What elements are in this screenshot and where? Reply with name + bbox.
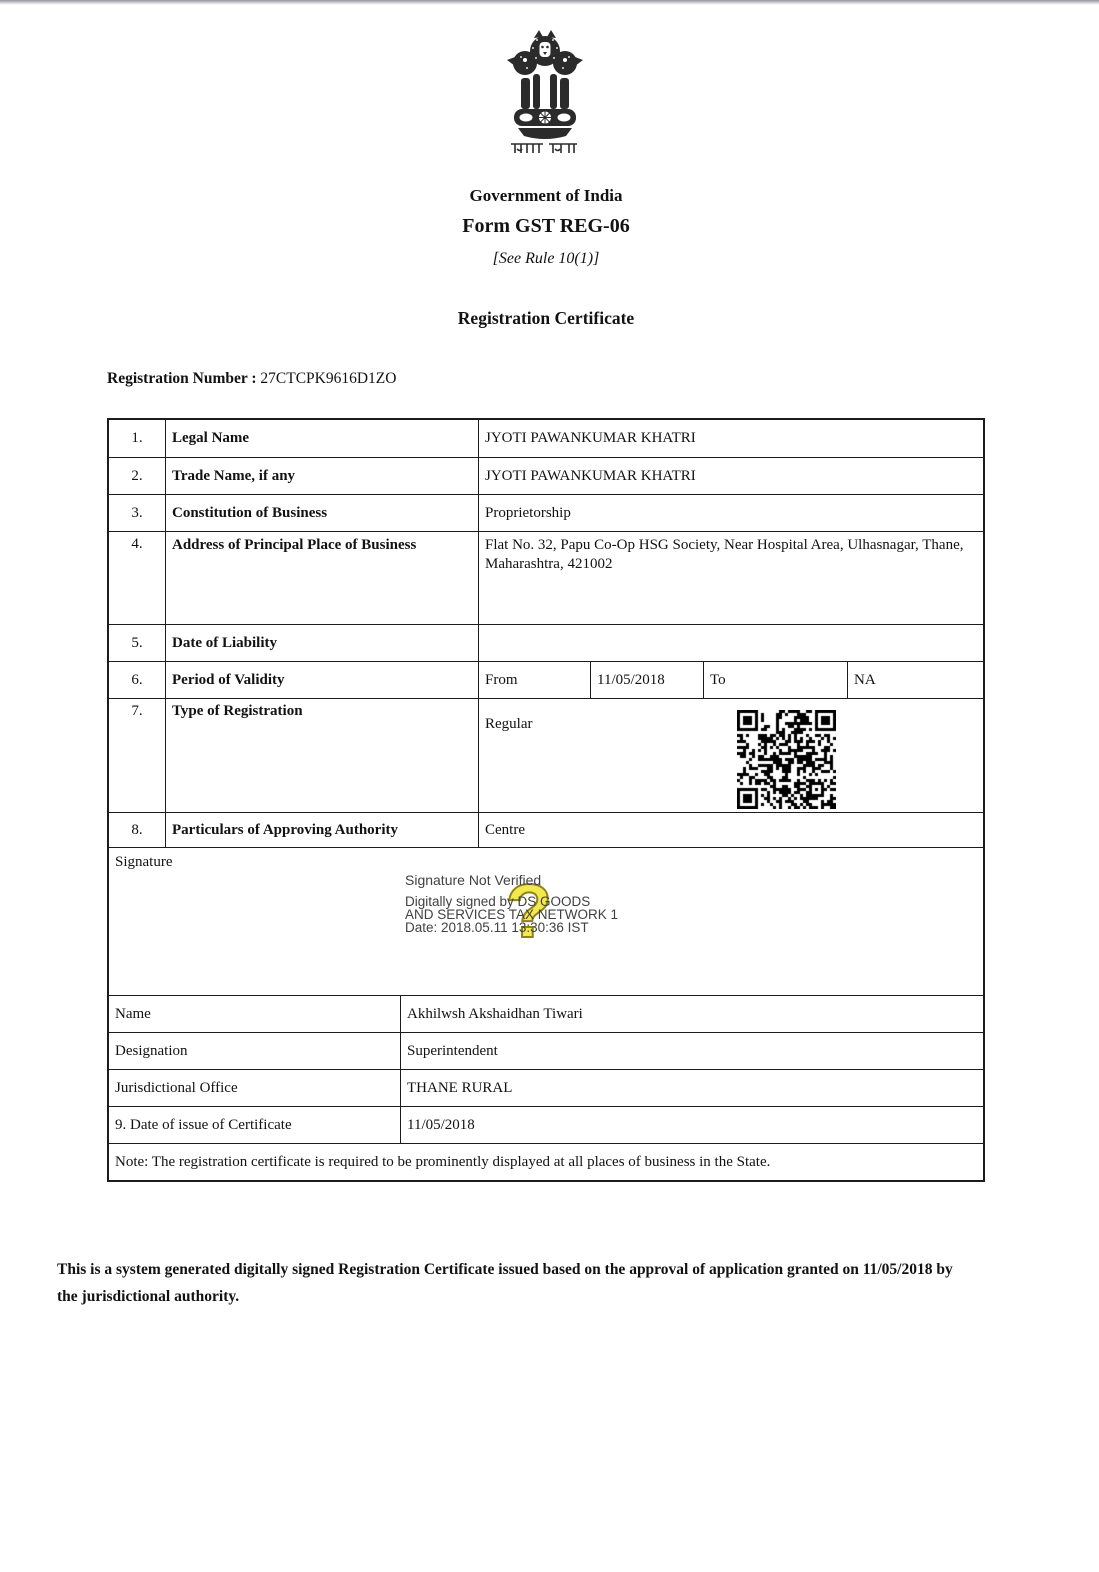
row-number: 8. xyxy=(131,821,143,838)
row-value: Regular xyxy=(485,716,533,732)
row-label: Type of Registration xyxy=(165,699,478,812)
government-of-india-title: Government of India xyxy=(469,186,623,205)
signature-section xyxy=(109,847,983,995)
table-row xyxy=(109,531,983,624)
row-number: 2. xyxy=(131,467,143,484)
ashoka-emblem-icon xyxy=(505,26,585,156)
digital-signature-text xyxy=(405,872,618,934)
certificate-title: Registration Certificate xyxy=(457,308,635,328)
validity-to-label: To xyxy=(703,662,847,698)
row-number: 4. xyxy=(131,536,143,552)
note-row xyxy=(109,1143,983,1180)
row-label: Constitution of Business xyxy=(165,495,478,531)
officer-label: Designation xyxy=(115,1042,188,1059)
signature-date-line: Date: 2018.05.11 13:30:36 IST xyxy=(405,920,589,935)
validity-from-label: From xyxy=(478,662,590,698)
officer-value: 11/05/2018 xyxy=(400,1107,983,1143)
table-row xyxy=(109,420,983,457)
table-row xyxy=(109,1106,983,1143)
table-row xyxy=(109,1032,983,1069)
row-label: Particulars of Approving Authority xyxy=(165,813,478,847)
row-number: 3. xyxy=(131,504,143,521)
svg-text:?: ? xyxy=(505,869,553,951)
officer-label: 9. Date of issue of Certificate xyxy=(115,1116,292,1133)
form-title: Form GST REG-06 xyxy=(462,215,630,237)
officer-label: Jurisdictional Office xyxy=(115,1079,238,1096)
row-value: JYOTI PAWANKUMAR KHATRI xyxy=(478,458,983,494)
signed-by-line: Digitally signed by DS GOODS xyxy=(405,894,591,909)
officer-value: Akhilwsh Akshaidhan Tiwari xyxy=(400,996,983,1032)
footer-statement xyxy=(57,1256,1047,1310)
table-row xyxy=(109,698,983,812)
officer-value: Superintendent xyxy=(400,1033,983,1069)
row-value: Proprietorship xyxy=(478,495,983,531)
signature-status: Signature Not Verified xyxy=(405,872,542,888)
row-number: 7. xyxy=(131,703,143,719)
certificate-table xyxy=(107,418,985,1182)
table-row xyxy=(109,624,983,661)
row-label: Date of Liability xyxy=(165,625,478,661)
row-value-cell xyxy=(478,699,983,812)
officer-value: THANE RURAL xyxy=(400,1070,983,1106)
table-row xyxy=(109,1069,983,1106)
row-value: Flat No. 32, Papu Co-Op HSG Society, Near Hospital Area, Ulhasnagar, Thane, Maharashtra, 421002 xyxy=(478,532,983,624)
row-label: Legal Name xyxy=(165,420,478,457)
signed-by-line: AND SERVICES TAX NETWORK 1 xyxy=(405,907,619,922)
officer-label: Name xyxy=(115,1005,151,1022)
row-number: 1. xyxy=(131,430,143,446)
satyameva-jayate-caption xyxy=(511,144,577,153)
registration-number-label: Registration Number : xyxy=(107,370,257,387)
row-value xyxy=(478,625,983,661)
registration-number-value: 27CTCPK9616D1ZO xyxy=(260,370,397,387)
qr-code xyxy=(737,710,836,809)
validity-from-value: 11/05/2018 xyxy=(590,662,703,698)
table-row xyxy=(109,812,983,847)
table-row xyxy=(109,494,983,531)
registration-number xyxy=(107,370,396,388)
row-label: Period of Validity xyxy=(165,662,478,698)
signature-label: Signature xyxy=(115,854,173,870)
row-value: Centre xyxy=(478,813,983,847)
footer-line: This is a system generated digitally signed Registration Certificate issued based on the approval of application granted on 11/05/2018 by xyxy=(57,1261,953,1278)
row-number: 6. xyxy=(131,671,143,688)
table-row xyxy=(109,995,983,1032)
scan-edge-artifact xyxy=(0,0,1099,5)
footer-line: the jurisdictional authority. xyxy=(57,1288,240,1305)
table-row xyxy=(109,457,983,494)
table-row xyxy=(109,661,983,698)
row-value: JYOTI PAWANKUMAR KHATRI xyxy=(478,420,983,457)
validity-to-value: NA xyxy=(847,662,983,698)
rule-reference: [See Rule 10(1)] xyxy=(492,250,600,267)
row-label: Trade Name, if any xyxy=(165,458,478,494)
row-number: 5. xyxy=(131,634,143,651)
row-label: Address of Principal Place of Business xyxy=(165,532,478,624)
note-text: Note: The registration certificate is required to be prominently displayed at all places of business in the State. xyxy=(115,1153,771,1170)
